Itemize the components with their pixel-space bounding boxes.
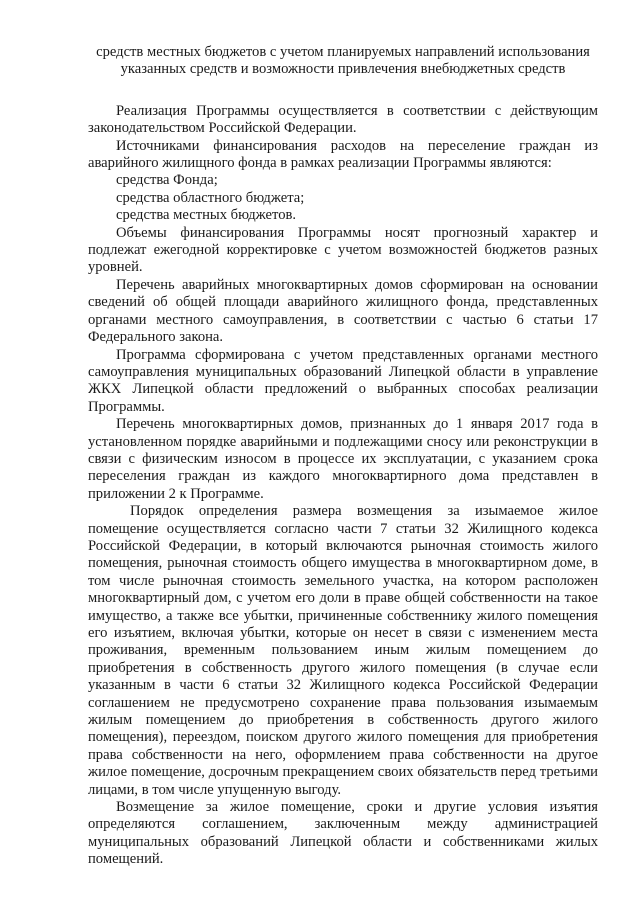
paragraph-program-formation: Программа сформирована с учетом представленных органами местного самоуправления муниципальных образований Липецкой области в управление ЖКХ Липецкой области предложений о выбранных способах реализации Программы. [88, 346, 598, 415]
heading-line-1: средств местных бюджетов с учетом планируемых направлений использования [96, 44, 590, 60]
paragraph-funding-volumes: Объемы финансирования Программы носят прогнозный характер и подлежат ежегодной корректировке с учетом возможностей бюджетов разных уровней. [88, 224, 598, 276]
section-heading [88, 44, 598, 79]
paragraph-emergency-houses-list: Перечень аварийных многоквартирных домов сформирован на основании сведений об общей площади аварийного жилищного фонда, представленных органами местного самоуправления, в соответствии с частью 6 статьи 17 Федерального закона. [88, 276, 598, 346]
paragraph-compensation-terms: Возмещение за жилое помещение, сроки и другие условия изъятия определяются соглашением, заключенным между администрацией муниципальных образований Липецкой области и собственниками жилых помещений. [88, 799, 598, 868]
paragraph-legislation: Реализация Программы осуществляется в соответствии с действующим законодательством Российской Федерации. [88, 102, 598, 137]
list-item-regional-budget: средства областного бюджета; [116, 189, 305, 206]
paragraph-houses-before-2017: Перечень многоквартирных домов, признанных до 1 января 2017 года в установленном порядке аварийными и подлежащими сносу или реконструкции в связи с физическим износом в процессе их эксплуатации, с указанием срока переселения граждан из каждого многоквартирного дома представлен в приложении 2 к Программе. [88, 416, 598, 502]
paragraph-funding-sources: Источниками финансирования расходов на переселение граждан из аварийного жилищного фонда в рамках реализации Программы являются: [88, 137, 598, 172]
list-item-fund: средства Фонда; [116, 172, 218, 189]
heading-line-2: указанных средств и возможности привлечения внебюджетных средств [120, 61, 566, 78]
list-item-local-budgets: средства местных бюджетов. [116, 207, 297, 224]
document-page [88, 44, 598, 869]
paragraph-compensation-procedure: Порядок определения размера возмещения за изымаемое жилое помещение осуществляется согласно части 7 статьи 32 Жилищного кодекса Российской Федерации, в который включаются рыночная стоимость жилого помещения, рыночная стоимость общего имущества в многоквартирном доме, в том числе рыночная стоимость земельного участка, на котором расположен многоквартирный дом, с учетом его доли в праве общей собственности на такое имущество, а также все убытки, причиненные собственнику жилого помещения его изъятием, включая убытки, которые он несет в связи с изменением места проживания, временным пользованием иным жилым помещением до приобретения в собственность другого жилого помещения (в случае если указанным в части 6 статьи 32 Жилищного кодекса Российской Федерации соглашением не предусмотрено сохранение права пользования изымаемым жилым помещением до приобретения в собственность другого жилого помещения), переездом, поиском другого жилого помещения для приобретения права собственности на него, оформлением права собственности на другое жилое помещение, досрочным прекращением своих обязательств перед третьими лицами, в том числе упущенную выгоду. [88, 503, 598, 798]
